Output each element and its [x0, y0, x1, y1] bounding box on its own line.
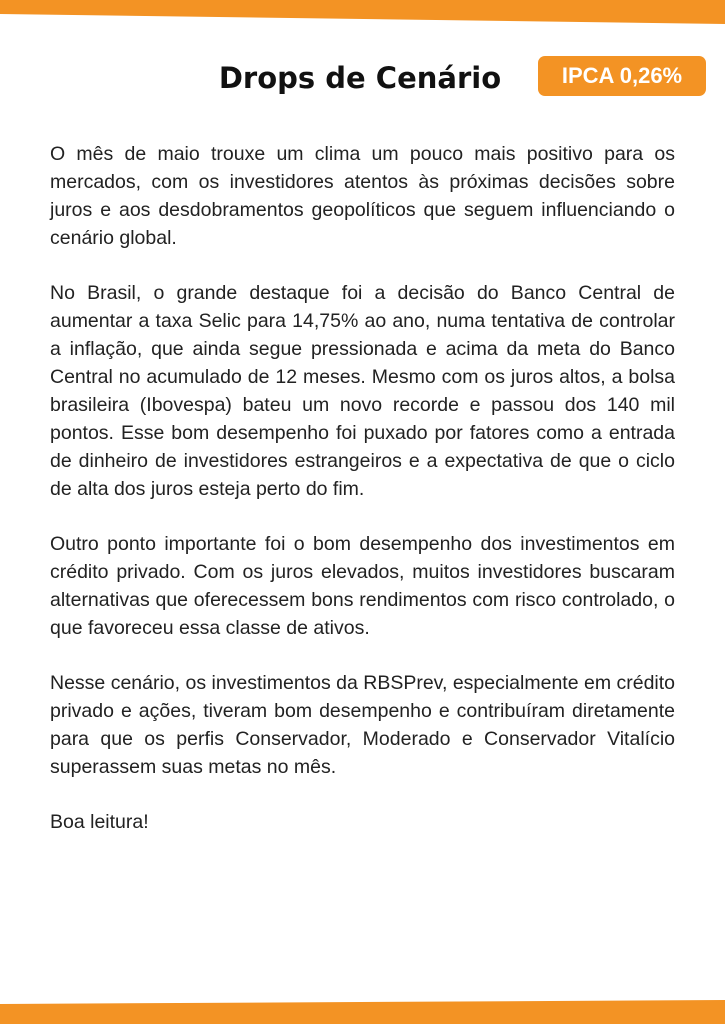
paragraph-intro: O mês de maio trouxe um clima um pouco mais positivo para os mercados, com os investidores atentos às próximas decisões sobre juros e aos desdobramentos geopolíticos que seguem influenciando o cenário global. [50, 143, 675, 249]
paragraph-brasil: No Brasil, o grande destaque foi a decisão do Banco Central de aumentar a taxa Selic para 14,75% ao ano, numa tentativa de controlar a inflação, que ainda segue pressionada e acima da meta do Banco Central no acumulado de 12 meses. Mesmo com os juros altos, a bolsa brasileira (Ibovespa) bateu um novo recorde e passou dos 140 mil pontos. Esse bom desempenho foi puxado por fatores como a entrada de dinheiro de investidores estrangeiros e a expectativa de que o ciclo de alta dos juros esteja perto do fim. [50, 282, 675, 500]
bottom-accent-bar [0, 1000, 725, 1024]
paragraph-rbsprev: Nesse cenário, os investimentos da RBSPrev, especialmente em crédito privado e ações, tiveram bom desempenho e contribuíram diretamente para que os perfis Conservador, Moderado e Conservador Vitalício superassem suas metas no mês. [50, 672, 676, 778]
paragraph-credito-privado: Outro ponto importante foi o bom desempenho dos investimentos em crédito privado. Com os juros elevados, muitos investidores buscaram alternativas que oferecessem bons rendimentos com risco controlado, o que favoreceu essa classe de ativos. [50, 533, 675, 639]
top-accent-bar [0, 0, 725, 28]
paragraph-closing: Boa leitura! [50, 811, 149, 833]
ipca-badge: IPCA 0,26% [538, 56, 706, 96]
article-body [50, 140, 675, 863]
page-title: Drops de Cenário [218, 61, 502, 95]
